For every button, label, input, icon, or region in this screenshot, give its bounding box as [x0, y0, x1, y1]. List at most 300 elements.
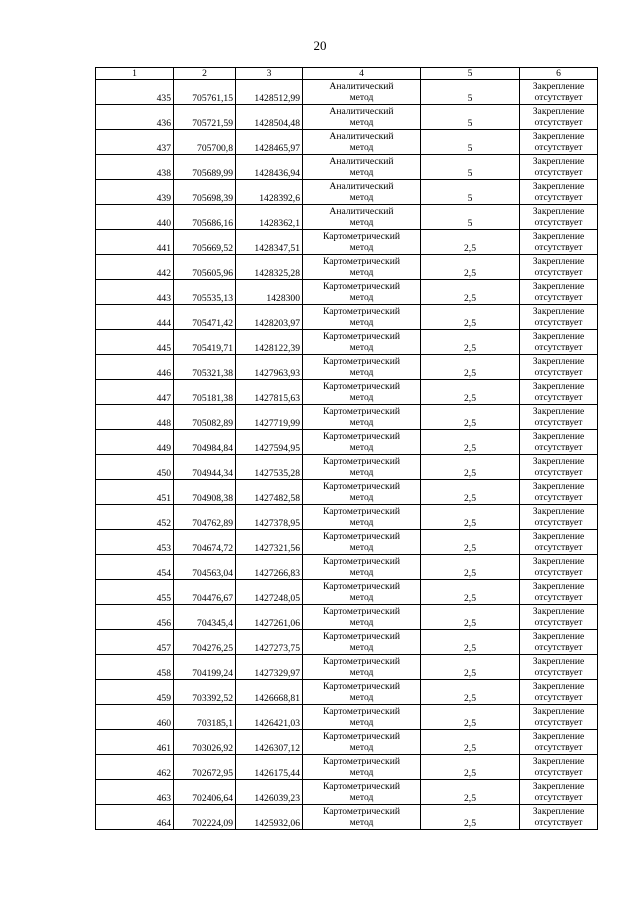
fixation-cell: [520, 630, 598, 655]
coord-y: 1426175,44: [236, 755, 303, 780]
coord-y: 1426668,81: [236, 680, 303, 705]
method-cell: [303, 605, 421, 630]
method-cell: [303, 305, 421, 330]
point-number: 445: [96, 330, 174, 355]
method-line-1: Аналитический: [329, 156, 394, 167]
method-cell: [303, 80, 421, 105]
fixation-line-1: Закрепление: [532, 681, 585, 692]
coord-y: 1428122,39: [236, 330, 303, 355]
method-line-2: метод: [349, 642, 374, 653]
fixation-cell: [520, 780, 598, 805]
coord-y: 1427594,95: [236, 430, 303, 455]
coord-x: 705471,42: [174, 305, 236, 330]
table-row: [96, 805, 598, 830]
method-cell: [303, 355, 421, 380]
point-number: 459: [96, 680, 174, 705]
fixation-line-1: Закрепление: [532, 506, 585, 517]
method-line-1: Картометрический: [323, 581, 400, 592]
coord-y: 1427378,95: [236, 505, 303, 530]
method-line-2: метод: [349, 242, 374, 253]
coord-x: 705686,16: [174, 205, 236, 230]
point-number: 450: [96, 455, 174, 480]
fixation-line-1: Закрепление: [532, 206, 585, 217]
method-line-2: метод: [349, 692, 374, 703]
method-line-1: Аналитический: [329, 81, 394, 92]
coord-y: 1427248,05: [236, 580, 303, 605]
method-cell: [303, 655, 421, 680]
fixation-cell: [520, 805, 598, 830]
point-number: 460: [96, 705, 174, 730]
method-line-2: метод: [349, 392, 374, 403]
method-line-2: метод: [349, 292, 374, 303]
method-cell: [303, 380, 421, 405]
fixation-cell: [520, 405, 598, 430]
method-cell: [303, 130, 421, 155]
method-line-2: метод: [349, 542, 374, 553]
method-line-1: Аналитический: [329, 106, 394, 117]
method-line-1: Картометрический: [323, 356, 400, 367]
method-cell: [303, 705, 421, 730]
coord-x: 704944,34: [174, 455, 236, 480]
method-line-2: метод: [349, 92, 374, 103]
coord-y: 1427261,06: [236, 605, 303, 630]
header-col-4: 4: [303, 68, 421, 80]
method-line-2: метод: [349, 767, 374, 778]
fixation-line-1: Закрепление: [532, 706, 585, 717]
fixation-cell: [520, 80, 598, 105]
table-row: [96, 780, 598, 805]
method-line-1: Аналитический: [329, 206, 394, 217]
fixation-cell: [520, 755, 598, 780]
coord-x: 704345,4: [174, 605, 236, 630]
method-line-2: метод: [349, 342, 374, 353]
method-cell: [303, 630, 421, 655]
coord-x: 703185,1: [174, 705, 236, 730]
fixation-cell: [520, 680, 598, 705]
accuracy: 2,5: [421, 305, 520, 330]
coord-x: 705321,38: [174, 355, 236, 380]
fixation-cell: [520, 330, 598, 355]
fixation-line-2: отсутствует: [534, 392, 583, 403]
fixation-line-2: отсутствует: [534, 592, 583, 603]
fixation-line-2: отсутствует: [534, 567, 583, 578]
accuracy: 5: [421, 205, 520, 230]
table-row: [96, 480, 598, 505]
coord-y: 1427329,97: [236, 655, 303, 680]
table-row: [96, 355, 598, 380]
fixation-line-1: Закрепление: [532, 231, 585, 242]
fixation-line-1: Закрепление: [532, 656, 585, 667]
method-line-1: Картометрический: [323, 231, 400, 242]
method-line-1: Аналитический: [329, 131, 394, 142]
accuracy: 2,5: [421, 655, 520, 680]
method-line-2: метод: [349, 317, 374, 328]
coord-y: 1428203,97: [236, 305, 303, 330]
fixation-line-1: Закрепление: [532, 381, 585, 392]
point-number: 446: [96, 355, 174, 380]
point-number: 448: [96, 405, 174, 430]
fixation-line-1: Закрепление: [532, 306, 585, 317]
coord-x: 705669,52: [174, 230, 236, 255]
fixation-cell: [520, 155, 598, 180]
point-number: 451: [96, 480, 174, 505]
coord-x: 705698,39: [174, 180, 236, 205]
coord-y: 1427535,28: [236, 455, 303, 480]
method-cell: [303, 230, 421, 255]
fixation-line-2: отсутствует: [534, 692, 583, 703]
accuracy: 2,5: [421, 480, 520, 505]
accuracy: 5: [421, 180, 520, 205]
header-col-5: 5: [421, 68, 520, 80]
method-line-1: Картометрический: [323, 406, 400, 417]
coord-y: 1427273,75: [236, 630, 303, 655]
method-cell: [303, 805, 421, 830]
fixation-cell: [520, 455, 598, 480]
point-number: 449: [96, 430, 174, 455]
coord-y: 1427719,99: [236, 405, 303, 430]
fixation-line-2: отсутствует: [534, 217, 583, 228]
fixation-line-1: Закрепление: [532, 181, 585, 192]
page-number: 20: [313, 38, 327, 53]
fixation-cell: [520, 205, 598, 230]
method-line-1: Картометрический: [323, 506, 400, 517]
fixation-line-2: отсутствует: [534, 542, 583, 553]
table-row: [96, 105, 598, 130]
coord-x: 705419,71: [174, 330, 236, 355]
table-body: [96, 80, 598, 830]
table-row: [96, 205, 598, 230]
table-row: [96, 230, 598, 255]
method-cell: [303, 780, 421, 805]
fixation-line-1: Закрепление: [532, 406, 585, 417]
point-number: 455: [96, 580, 174, 605]
method-line-1: Картометрический: [323, 556, 400, 567]
fixation-line-2: отсутствует: [534, 517, 583, 528]
fixation-line-2: отсутствует: [534, 642, 583, 653]
coord-x: 703026,92: [174, 730, 236, 755]
fixation-line-1: Закрепление: [532, 581, 585, 592]
method-cell: [303, 455, 421, 480]
coord-y: 1427482,58: [236, 480, 303, 505]
coord-x: 702672,95: [174, 755, 236, 780]
coord-y: 1428465,97: [236, 130, 303, 155]
fixation-cell: [520, 130, 598, 155]
method-line-2: метод: [349, 792, 374, 803]
method-line-1: Картометрический: [323, 706, 400, 717]
fixation-line-2: отсутствует: [534, 92, 583, 103]
method-line-2: метод: [349, 517, 374, 528]
point-number: 439: [96, 180, 174, 205]
fixation-line-1: Закрепление: [532, 456, 585, 467]
coord-x: 704276,25: [174, 630, 236, 655]
fixation-line-2: отсутствует: [534, 142, 583, 153]
header-col-2: 2: [174, 68, 236, 80]
method-line-2: метод: [349, 492, 374, 503]
method-line-1: Картометрический: [323, 656, 400, 667]
table-row: [96, 730, 598, 755]
fixation-line-1: Закрепление: [532, 156, 585, 167]
method-cell: [303, 505, 421, 530]
coord-x: 705721,59: [174, 105, 236, 130]
point-number: 456: [96, 605, 174, 630]
accuracy: 2,5: [421, 530, 520, 555]
table-row: [96, 330, 598, 355]
method-line-1: Картометрический: [323, 331, 400, 342]
method-line-2: метод: [349, 717, 374, 728]
method-line-2: метод: [349, 117, 374, 128]
table-row: [96, 305, 598, 330]
method-line-2: метод: [349, 192, 374, 203]
header-row: [96, 68, 598, 80]
fixation-line-1: Закрепление: [532, 106, 585, 117]
method-line-2: метод: [349, 617, 374, 628]
fixation-line-1: Закрепление: [532, 806, 585, 817]
accuracy: 2,5: [421, 380, 520, 405]
method-line-1: Картометрический: [323, 531, 400, 542]
point-number: 464: [96, 805, 174, 830]
coord-y: 1427321,56: [236, 530, 303, 555]
fixation-line-2: отсутствует: [534, 717, 583, 728]
header-col-6: 6: [520, 68, 598, 80]
method-line-1: Картометрический: [323, 631, 400, 642]
table-row: [96, 380, 598, 405]
fixation-cell: [520, 230, 598, 255]
fixation-line-2: отсутствует: [534, 167, 583, 178]
fixation-cell: [520, 255, 598, 280]
method-cell: [303, 530, 421, 555]
method-cell: [303, 555, 421, 580]
coord-y: 1427815,63: [236, 380, 303, 405]
fixation-line-2: отсутствует: [534, 617, 583, 628]
fixation-line-1: Закрепление: [532, 256, 585, 267]
fixation-cell: [520, 430, 598, 455]
method-line-2: метод: [349, 142, 374, 153]
method-line-1: Картометрический: [323, 731, 400, 742]
coord-x: 705181,38: [174, 380, 236, 405]
accuracy: 2,5: [421, 280, 520, 305]
method-cell: [303, 430, 421, 455]
method-line-2: метод: [349, 442, 374, 453]
table-row: [96, 580, 598, 605]
coord-y: 1426307,12: [236, 730, 303, 755]
coord-x: 704908,38: [174, 480, 236, 505]
fixation-cell: [520, 705, 598, 730]
accuracy: 5: [421, 155, 520, 180]
method-line-2: метод: [349, 417, 374, 428]
coord-y: 1428362,1: [236, 205, 303, 230]
table-row: [96, 255, 598, 280]
point-number: 461: [96, 730, 174, 755]
fixation-line-2: отсутствует: [534, 742, 583, 753]
coord-y: 1428392,6: [236, 180, 303, 205]
table-row: [96, 505, 598, 530]
point-number: 435: [96, 80, 174, 105]
fixation-line-1: Закрепление: [532, 431, 585, 442]
coord-x: 704476,67: [174, 580, 236, 605]
coord-x: 702406,64: [174, 780, 236, 805]
table-row: [96, 605, 598, 630]
point-number: 441: [96, 230, 174, 255]
accuracy: 2,5: [421, 730, 520, 755]
method-line-2: метод: [349, 217, 374, 228]
accuracy: 5: [421, 130, 520, 155]
fixation-line-1: Закрепление: [532, 731, 585, 742]
coord-x: 705535,13: [174, 280, 236, 305]
method-line-1: Аналитический: [329, 181, 394, 192]
method-cell: [303, 155, 421, 180]
coord-x: 705082,89: [174, 405, 236, 430]
fixation-line-2: отсутствует: [534, 417, 583, 428]
fixation-line-2: отсутствует: [534, 817, 583, 828]
method-cell: [303, 730, 421, 755]
method-line-2: метод: [349, 592, 374, 603]
method-line-1: Картометрический: [323, 806, 400, 817]
fixation-line-2: отсутствует: [534, 342, 583, 353]
fixation-cell: [520, 655, 598, 680]
method-cell: [303, 330, 421, 355]
coord-y: 1427266,83: [236, 555, 303, 580]
fixation-line-2: отсутствует: [534, 192, 583, 203]
method-line-1: Картометрический: [323, 256, 400, 267]
method-cell: [303, 405, 421, 430]
method-line-2: метод: [349, 742, 374, 753]
fixation-line-1: Закрепление: [532, 131, 585, 142]
fixation-line-1: Закрепление: [532, 756, 585, 767]
method-line-2: метод: [349, 567, 374, 578]
coordinates-table: [95, 67, 598, 830]
fixation-line-2: отсутствует: [534, 117, 583, 128]
fixation-line-2: отсутствует: [534, 792, 583, 803]
fixation-line-1: Закрепление: [532, 781, 585, 792]
coord-y: 1426421,03: [236, 705, 303, 730]
table-row: [96, 630, 598, 655]
point-number: 447: [96, 380, 174, 405]
accuracy: 5: [421, 80, 520, 105]
fixation-cell: [520, 480, 598, 505]
method-cell: [303, 255, 421, 280]
fixation-cell: [520, 280, 598, 305]
method-line-1: Картометрический: [323, 606, 400, 617]
fixation-cell: [520, 580, 598, 605]
table-row: [96, 280, 598, 305]
coord-x: 705700,8: [174, 130, 236, 155]
accuracy: 2,5: [421, 255, 520, 280]
accuracy: 2,5: [421, 780, 520, 805]
point-number: 458: [96, 655, 174, 680]
accuracy: 2,5: [421, 355, 520, 380]
fixation-line-1: Закрепление: [532, 281, 585, 292]
table-row: [96, 180, 598, 205]
fixation-line-1: Закрепление: [532, 606, 585, 617]
method-line-1: Картометрический: [323, 306, 400, 317]
fixation-cell: [520, 180, 598, 205]
coord-x: 704674,72: [174, 530, 236, 555]
coord-y: 1427963,93: [236, 355, 303, 380]
table-row: [96, 705, 598, 730]
point-number: 440: [96, 205, 174, 230]
coord-x: 702224,09: [174, 805, 236, 830]
coord-x: 704762,89: [174, 505, 236, 530]
fixation-line-1: Закрепление: [532, 331, 585, 342]
point-number: 452: [96, 505, 174, 530]
accuracy: 2,5: [421, 505, 520, 530]
table-row: [96, 680, 598, 705]
coord-y: 1428436,94: [236, 155, 303, 180]
fixation-line-2: отсутствует: [534, 767, 583, 778]
method-line-2: метод: [349, 467, 374, 478]
method-line-1: Картометрический: [323, 481, 400, 492]
fixation-cell: [520, 505, 598, 530]
accuracy: 5: [421, 105, 520, 130]
point-number: 457: [96, 630, 174, 655]
point-number: 437: [96, 130, 174, 155]
point-number: 436: [96, 105, 174, 130]
method-cell: [303, 105, 421, 130]
fixation-cell: [520, 555, 598, 580]
point-number: 463: [96, 780, 174, 805]
accuracy: 2,5: [421, 555, 520, 580]
coord-y: 1426039,23: [236, 780, 303, 805]
method-cell: [303, 280, 421, 305]
accuracy: 2,5: [421, 405, 520, 430]
point-number: 462: [96, 755, 174, 780]
method-line-2: метод: [349, 367, 374, 378]
method-line-1: Картометрический: [323, 456, 400, 467]
method-line-1: Картометрический: [323, 681, 400, 692]
method-line-1: Картометрический: [323, 756, 400, 767]
coord-x: 705605,96: [174, 255, 236, 280]
fixation-line-2: отсутствует: [534, 492, 583, 503]
fixation-line-1: Закрепление: [532, 81, 585, 92]
accuracy: 2,5: [421, 330, 520, 355]
point-number: 454: [96, 555, 174, 580]
method-cell: [303, 205, 421, 230]
fixation-cell: [520, 605, 598, 630]
table-row: [96, 530, 598, 555]
coord-y: 1428325,28: [236, 255, 303, 280]
accuracy: 2,5: [421, 805, 520, 830]
method-line-1: Картометрический: [323, 281, 400, 292]
table-row: [96, 655, 598, 680]
fixation-cell: [520, 730, 598, 755]
method-line-2: метод: [349, 817, 374, 828]
method-cell: [303, 480, 421, 505]
accuracy: 2,5: [421, 705, 520, 730]
accuracy: 2,5: [421, 430, 520, 455]
fixation-line-2: отсутствует: [534, 442, 583, 453]
accuracy: 2,5: [421, 580, 520, 605]
point-number: 443: [96, 280, 174, 305]
table-row: [96, 130, 598, 155]
coord-y: 1425932,06: [236, 805, 303, 830]
point-number: 438: [96, 155, 174, 180]
accuracy: 2,5: [421, 755, 520, 780]
point-number: 444: [96, 305, 174, 330]
header-col-3: 3: [236, 68, 303, 80]
accuracy: 2,5: [421, 605, 520, 630]
method-line-2: метод: [349, 667, 374, 678]
fixation-line-1: Закрепление: [532, 481, 585, 492]
method-line-2: метод: [349, 167, 374, 178]
fixation-line-2: отсутствует: [534, 292, 583, 303]
accuracy: 2,5: [421, 455, 520, 480]
method-cell: [303, 580, 421, 605]
method-line-1: Картометрический: [323, 431, 400, 442]
coord-x: 705689,99: [174, 155, 236, 180]
fixation-line-1: Закрепление: [532, 631, 585, 642]
method-line-1: Картометрический: [323, 781, 400, 792]
coord-x: 704563,04: [174, 555, 236, 580]
